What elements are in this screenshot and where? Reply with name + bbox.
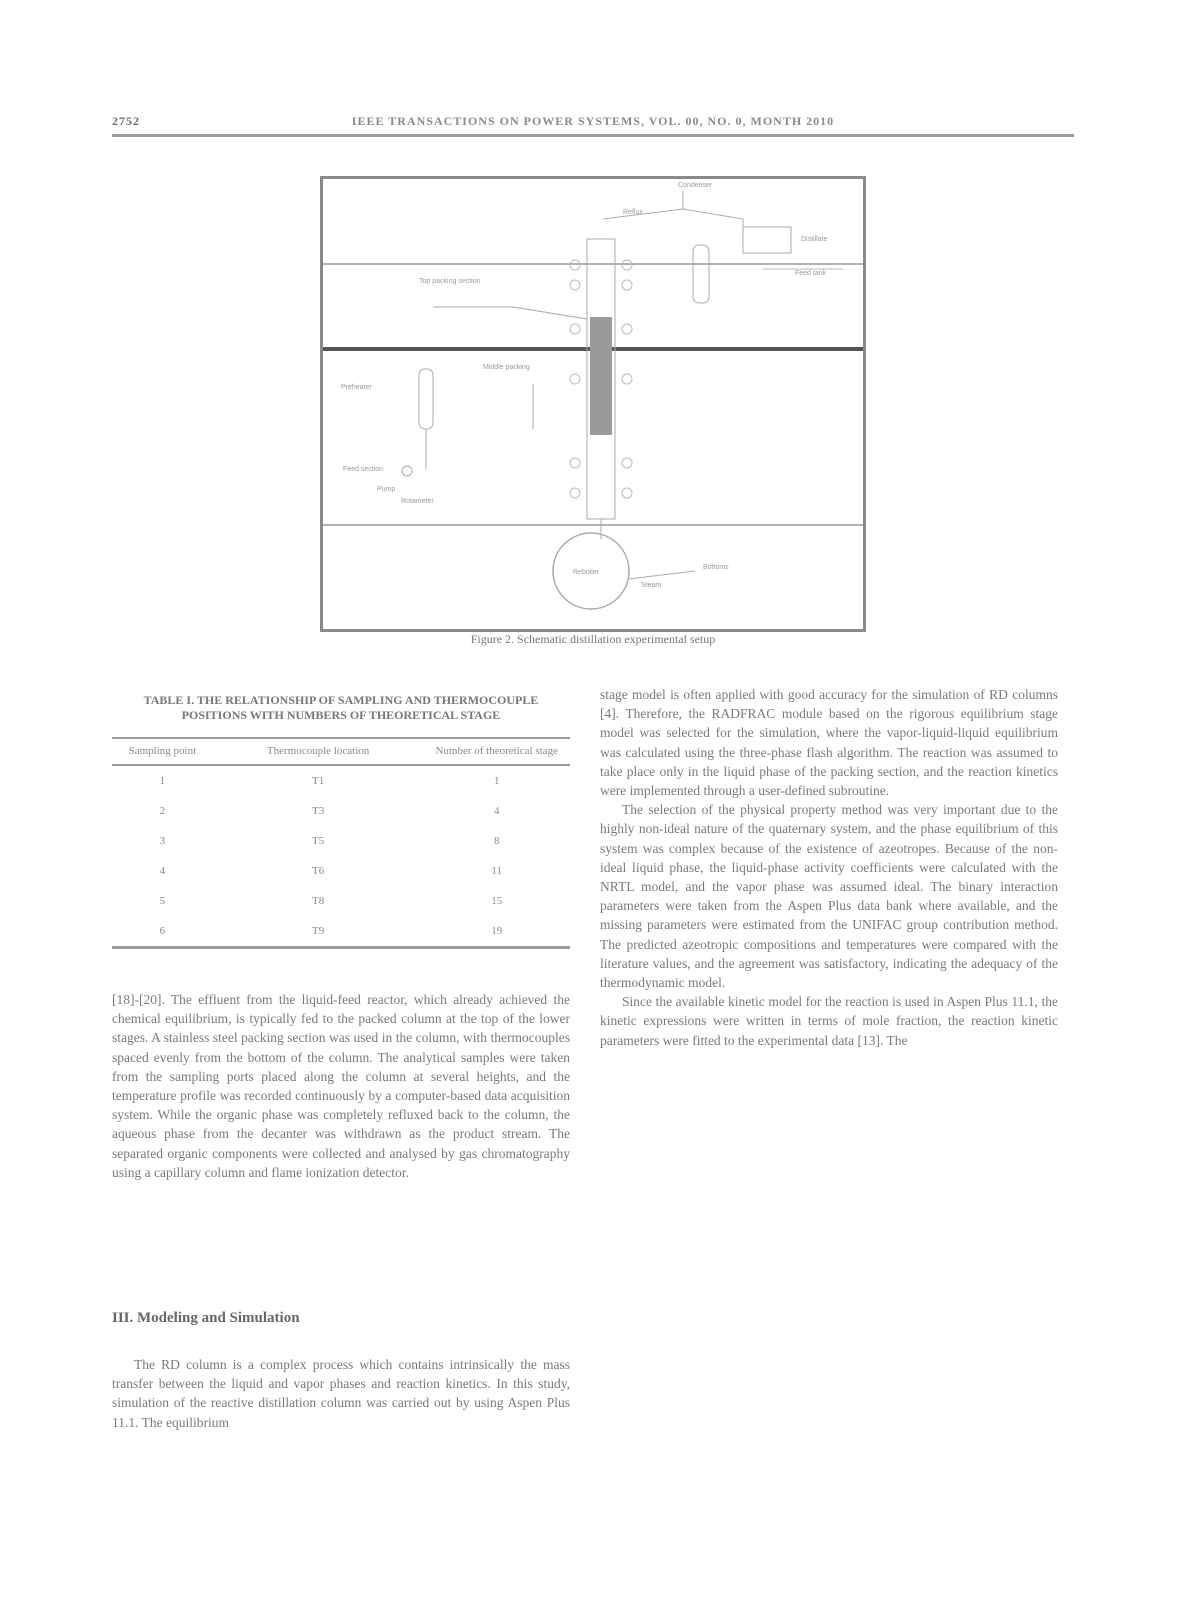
cell: 8: [493, 835, 500, 847]
label-reboiler: Reboiler: [573, 569, 600, 576]
cell: T5: [311, 835, 325, 847]
right-column-text: [600, 685, 1058, 1465]
cell: T8: [311, 895, 325, 907]
feed-tank: [693, 245, 709, 303]
label-distillate: Distillate: [801, 236, 828, 243]
cell: 1: [159, 775, 166, 787]
table-row: [112, 765, 570, 796]
preheater: [419, 369, 433, 429]
cell: T1: [311, 775, 325, 787]
table-row: [112, 886, 570, 916]
cell: 11: [491, 865, 502, 877]
table-row: [112, 826, 570, 856]
label-top-packing: Top packing section: [419, 278, 481, 285]
cell: 2: [159, 805, 166, 817]
paragraph: [18]-[20]. The effluent from the liquid-feed reactor, which already achieved the chemical equilibrium, is typically fed to the packed column at the top of the lower stages. A stainless steel packing section was used in the column, with thermocouples spaced evenly from the bottom of the column. The analytical samples were taken from the sampling ports placed along the column at several heights, and the temperature profile was recorded continuously by a computer-based data acquisition system. While the organic phase was completely refluxed back to the column, the aqueous phase from the decanter was withdrawn as the product stream. The separated organic components were collected and analysed by gas chromatography using a capillary column and flame ionization detector.: [112, 992, 570, 1180]
table-caption-line1: TABLE I. THE RELATIONSHIP OF SAMPLING AND THERMOCOUPLE: [143, 693, 539, 707]
table-row: [112, 916, 570, 948]
figure-caption: Figure 2. Schematic distillation experimental setup: [470, 632, 716, 646]
cell: 4: [493, 805, 500, 817]
data-table: [112, 737, 570, 949]
running-header: [112, 112, 1074, 137]
label-feed-tank: Feed tank: [795, 270, 827, 277]
table-row: [112, 796, 570, 826]
left-column-text-2: [112, 1355, 570, 1465]
label-steam: Steam: [641, 582, 662, 589]
table-caption: [112, 693, 570, 723]
packing-section: [590, 317, 612, 435]
col-header-stage: Number of theoretical stage: [423, 738, 570, 765]
paragraph: The selection of the physical property method was very important due to the highly non-ideal nature of the quaternary system, and the phase equilibrium of this system was complex because of the existence of azeotropes. Because of the non-ideal liquid phase, the liquid-phase activity coefficients were calculated with the NRTL model, and the vapor phase was assumed ideal. The binary interaction parameters were taken from the Aspen Plus data bank where available, and the missing parameters were estimated from the UNIFAC group contribution method. The predicted azeotropic compositions and temperatures were compared with the literature values, and the agreement was satisfactory, indicating the adequacy of the thermodynamic model.: [600, 802, 1058, 991]
label-feed-section: Feed section: [343, 466, 384, 473]
cell: 5: [159, 895, 166, 907]
label-middle-packing: Middle packing: [483, 364, 530, 371]
label-condenser: Condenser: [678, 182, 713, 189]
cell: 19: [423, 916, 570, 948]
cell: 1: [493, 775, 500, 787]
decanter: [743, 227, 791, 253]
left-column-text: [112, 990, 570, 1290]
label-pump: Pump: [377, 486, 396, 493]
cell: 6: [112, 916, 213, 948]
cell: T9: [213, 916, 424, 948]
journal-title: IEEE TRANSACTIONS ON POWER SYSTEMS, VOL. 00, NO. 0, MONTH 2010: [351, 114, 835, 128]
page-number: 2752: [112, 114, 140, 128]
table-header-row: [112, 738, 570, 765]
label-bottoms: Bottoms: [703, 564, 729, 571]
cell: 15: [491, 895, 503, 907]
table-row: [112, 856, 570, 886]
label-reflux: Reflux: [623, 209, 643, 216]
col-header-sampling: Sampling point: [112, 738, 213, 765]
paragraph: The RD column is a complex process which contains intrinsically the mass transfer between the liquid and vapor phases and reaction kinetics. In this study, simulation of the reactive distillation column was carried out by using Aspen Plus 11.1. The equilibrium: [112, 1357, 570, 1430]
table-caption-line2: POSITIONS WITH NUMBERS OF THEORETICAL STAGE: [181, 708, 501, 722]
pump-symbol: [402, 466, 412, 476]
section-heading: III. Modeling and Simulation: [112, 1310, 300, 1326]
setup-diagram: [323, 179, 863, 629]
cell: T3: [311, 805, 325, 817]
paragraph: stage model is often applied with good accuracy for the simulation of RD columns [4]. Therefore, the RADFRAC module based on the rigorous equilibrium stage model was selected for the simulation, where the vapor-liquid-liquid equilibrium was calculated using the three-phase flash algorithm. The reaction was assumed to take place only in the liquid phase of the packing section, and the reaction kinetics were implemented through a user-defined subroutine.: [600, 687, 1058, 799]
paragraph: Since the available kinetic model for the reaction is used in Aspen Plus 11.1, the kinetic expressions were written in terms of mole fraction, the reaction kinetic parameters were fitted to the experimental data [13]. The: [600, 994, 1058, 1048]
cell: 4: [159, 865, 166, 877]
col-header-thermocouple: Thermocouple location: [213, 738, 424, 765]
label-preheater: Preheater: [341, 384, 372, 391]
figure-schematic: [320, 176, 866, 632]
label-rotameter: Rotameter: [401, 498, 434, 505]
cell: 3: [159, 835, 166, 847]
cell: T6: [311, 865, 325, 877]
